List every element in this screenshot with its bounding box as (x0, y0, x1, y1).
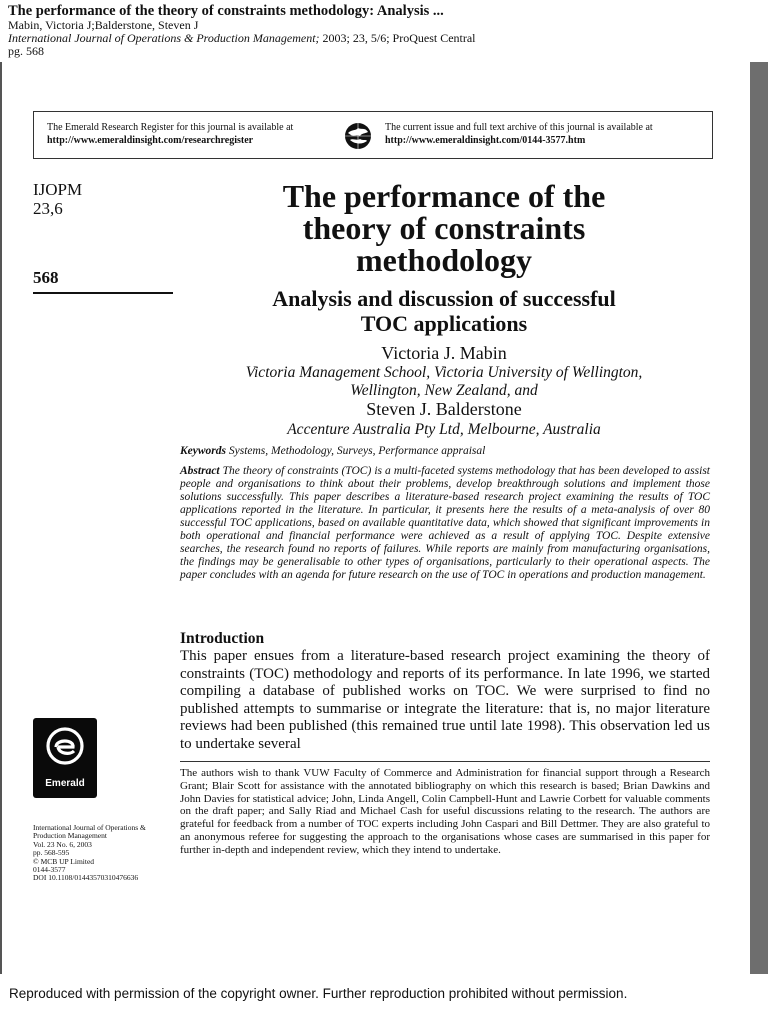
footnote-divider (180, 761, 710, 762)
emerald-swirl-icon (45, 726, 85, 766)
body-paragraph: This paper ensues from a literature-based research project examining the theory of constraints (TOC) methodology and reports of its performance. In late 1996, we started compiling a database of published works on TOC. We were surprised to find no published attempts to summarise or integrate the literature: that is, no major literature reviews had been published (this remained true until late 1998). This observation led us to undertake several (180, 648, 710, 752)
bib-line: International Journal of Operations & (33, 823, 146, 832)
bibliographic-info (33, 824, 178, 883)
margin-divider (33, 292, 173, 294)
acknowledgement-footnote: The authors wish to thank VUW Faculty of Commerce and Administration for financial support through a Research Grant; Blair Scott for assistance with the annotated bibliography on which this research is based; Brian Dawkins and John Davies for statistical advice; John, Linda Angell, Colin Campbell-Hunt and Lawrie Corbett for valuable comments on the draft paper; and Sally Riad and Michael Cash for useful discussions relating to the research. The authors are grateful for feedback from a number of TOC experts including John Caspari and Bill Dettmer. They are also grateful to an anonymous referee for suggesting the approach to the organisations whose cases are summarised in this paper for further in-depth and independent review, which they intend to undertake. (180, 767, 710, 856)
globe-icon (343, 121, 373, 151)
keywords (180, 445, 710, 457)
archive-link[interactable]: http://www.emeraldinsight.com/0144-3577.htm (385, 135, 586, 146)
register-box (33, 111, 713, 159)
register-right (385, 121, 653, 147)
bib-line: Production Management (33, 831, 107, 841)
reproduction-notice: Reproduced with permission of the copyright owner. Further reproduction prohibited without permission. (9, 986, 628, 1001)
citation-details: 2003; 23, 5/6; ProQuest Central (319, 31, 476, 45)
author-name: Victoria J. Mabin (381, 343, 507, 363)
author-name: Steven J. Balderstone (366, 399, 522, 419)
abstract-label: Abstract (180, 465, 220, 477)
document-page: pg. 568 (8, 44, 44, 58)
title-line: theory of constraints (302, 210, 586, 246)
register-link[interactable]: http://www.emeraldinsight.com/researchregister (47, 135, 254, 146)
volume-issue: 23,6 (33, 199, 63, 218)
abstract (180, 465, 710, 582)
affiliation-line: Wellington, New Zealand, and (350, 382, 538, 399)
document-title: The performance of the theory of constraints methodology: Analysis ... (8, 3, 444, 19)
abstract-text: The theory of constraints (TOC) is a multi-faceted systems methodology that has been developed to assist people and organisations to think about their problems, develop breakthrough solutions and implement those solutions successfully. This paper describes a literature-based research project examining the results of TOC applications reported in the literature. In particular, it presents here the results of a meta-analysis of over 80 successful TOC applications, based on available quantitative data, which showed that significant improvements in both operational and financial performance were achieved as a result of applying TOC. Despite extensive searches, the research found no reports of failures. While reports are mainly from manufacturing organisations, the findings may be generalisable to other types of organisations, particularly to their operational aspects. The paper concludes with an agenda for future research on the use of TOC in operations and production management. (180, 465, 710, 581)
journal-code (33, 180, 82, 218)
article-title (180, 180, 708, 276)
register-left (47, 121, 293, 147)
subtitle-line: TOC applications (360, 311, 528, 336)
bib-line: 0144-3577 (33, 865, 66, 875)
scan-edge-left (0, 62, 2, 974)
article-subtitle (180, 286, 708, 336)
subtitle-line: Analysis and discussion of successful (272, 286, 616, 311)
author-affiliation (180, 364, 708, 400)
bib-line: Vol. 23 No. 6, 2003 (33, 839, 92, 849)
journal-name: International Journal of Operations & Production Management; (8, 31, 320, 45)
journal-abbrev: IJOPM (33, 180, 83, 199)
bib-line: © MCB UP Limited (33, 856, 95, 866)
scan-edge-right (750, 62, 768, 974)
affiliation-line: Victoria Management School, Victoria University of Wellington, (245, 364, 643, 381)
bib-line: DOI 10.1108/01443570310476636 (33, 873, 139, 883)
section-heading: Introduction (180, 630, 265, 647)
register-right-text: The current issue and full text archive of this journal is available at (385, 122, 653, 133)
document-citation (8, 31, 476, 46)
keywords-list: Systems, Methodology, Surveys, Performance appraisal (226, 445, 486, 457)
page-number: 568 (33, 268, 59, 287)
emerald-wordmark: Emerald (45, 778, 85, 789)
bib-line: pp. 568-595 (33, 848, 70, 858)
title-line: The performance of the (282, 178, 606, 214)
register-left-text: The Emerald Research Register for this journal is available at (47, 122, 294, 133)
document-authors: Mabin, Victoria J;Balderstone, Steven J (8, 18, 199, 32)
keywords-label: Keywords (180, 445, 226, 457)
author-affiliation: Accenture Australia Pty Ltd, Melbourne, Australia (287, 421, 601, 438)
title-line: methodology (356, 242, 532, 278)
emerald-logo (33, 718, 97, 798)
